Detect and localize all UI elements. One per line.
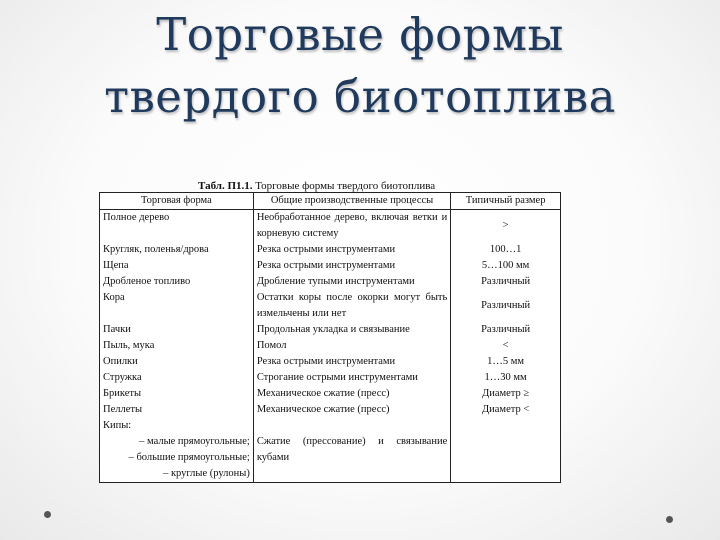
slide-title-line-2: твердого биотоплива [104, 70, 616, 123]
bales-item: – малые прямоугольные; [139, 436, 250, 447]
cell-process: Строгание острыми инструментами [253, 370, 450, 386]
table-row [100, 210, 561, 243]
bullet-dot-right [666, 516, 673, 523]
table-row [100, 274, 561, 290]
cell-form-bales [100, 418, 254, 483]
bales-item: – круглые (рулоны) [163, 468, 250, 479]
table-row [100, 322, 561, 338]
table-header-row [100, 193, 561, 210]
bales-label: Кипы: [103, 420, 132, 431]
cell-form: Кругляк, поленья/дрова [100, 242, 254, 258]
cell-size: 100…1 [451, 242, 561, 258]
table-row [100, 242, 561, 258]
header-size: Типичный размер [451, 193, 561, 210]
table-row [100, 290, 561, 322]
cell-form: Пачки [100, 322, 254, 338]
cell-form: Опилки [100, 354, 254, 370]
bullet-dot-left [44, 511, 51, 518]
cell-form: Брикеты [100, 386, 254, 402]
cell-size-bales [451, 418, 561, 483]
cell-size: 1…30 мм [451, 370, 561, 386]
header-processes: Общие производственные процессы [253, 193, 450, 210]
cell-form: Полное дерево [100, 210, 254, 243]
cell-size: Различный [451, 274, 561, 290]
cell-form: Пеллеты [100, 402, 254, 418]
table-row-bales [100, 418, 561, 483]
cell-form: Кора [100, 290, 254, 322]
cell-size: Различный [451, 322, 561, 338]
cell-process: Необработанное дерево, включая ветки и корневую систему [253, 210, 450, 243]
cell-size: Различный [451, 290, 561, 322]
cell-form: Щепа [100, 258, 254, 274]
slide-title [0, 4, 720, 128]
cell-process-bales [253, 418, 450, 483]
cell-process: Механическое сжатие (пресс) [253, 386, 450, 402]
table-row [100, 386, 561, 402]
bales-item: – большие прямоугольные; [128, 452, 250, 463]
cell-process: Помол [253, 338, 450, 354]
table-row [100, 338, 561, 354]
biofuel-table [99, 192, 561, 483]
slide-title-line-1: Торговые формы [156, 8, 564, 61]
table-caption-text: Торговые формы твердого биотоплива [252, 180, 436, 192]
cell-size: < [451, 338, 561, 354]
table-row [100, 258, 561, 274]
cell-process: Остатки коры после окорки могут быть измельчены или нет [253, 290, 450, 322]
cell-process: Резка острыми инструментами [253, 258, 450, 274]
header-trade-form: Торговая форма [100, 193, 254, 210]
cell-process: Продольная укладка и связывание [253, 322, 450, 338]
cell-process: Резка острыми инструментами [253, 354, 450, 370]
bales-process: Сжатие (прессование) и связывание кубами [256, 436, 448, 463]
cell-size: 5…100 мм [451, 258, 561, 274]
cell-process: Резка острыми инструментами [253, 242, 450, 258]
table-row [100, 354, 561, 370]
cell-form: Стружка [100, 370, 254, 386]
table-row [100, 402, 561, 418]
cell-form: Пыль, мука [100, 338, 254, 354]
table-caption-label: Табл. П1.1. [198, 180, 253, 192]
cell-size: Диаметр ≥ [451, 386, 561, 402]
cell-size: Диаметр < [451, 402, 561, 418]
table-row [100, 370, 561, 386]
cell-size: 1…5 мм [451, 354, 561, 370]
cell-size: > [451, 210, 561, 243]
cell-process: Дробление тупыми инструментами [253, 274, 450, 290]
table-caption [198, 180, 435, 192]
cell-process: Механическое сжатие (пресс) [253, 402, 450, 418]
cell-form: Дробленое топливо [100, 274, 254, 290]
